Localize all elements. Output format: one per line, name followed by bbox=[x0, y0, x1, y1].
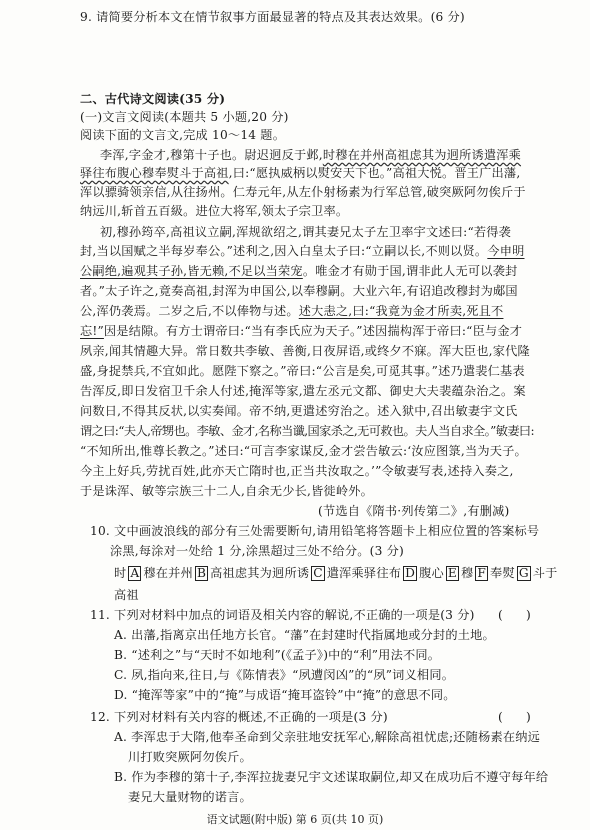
wavy-underlined-text: 驿往布腹心穆奉熨斗于高祖 bbox=[80, 166, 229, 180]
passage-line: 初,穆孙筠卒,高祖议立嗣,浑规欲绍之,谓其妻兄太子左卫率宇文述曰:“若得袭 bbox=[100, 225, 512, 239]
answer-parentheses: ( ) bbox=[498, 608, 531, 622]
question-10-stem: 涂黑,每涂对一处给 1 分,涂黑超过三处不给分。(3 分) bbox=[110, 544, 404, 558]
page-footer: 语文试题(附中版) 第 6 页(共 10 页) bbox=[206, 813, 384, 826]
reading-instruction: 阅读下面的文言文,完成 10～14 题。 bbox=[80, 128, 286, 142]
passage-line: 浑以骠骑领亲信,从往扬州。仁寿元年,从左仆射杨素为行军总管,破突厥阿勿俟斤于 bbox=[80, 185, 526, 199]
break-mark-box[interactable]: G bbox=[518, 566, 529, 580]
passage-line: 盛,身捉禁兵,不宜如此。愿陛下察之。”帝曰:“公言是矣,可觅其事。”述乃遣裴仁基表 bbox=[80, 364, 525, 378]
section-heading: 二、古代诗文阅读(35 分) bbox=[80, 92, 226, 106]
question-11-stem: 11. 下列对材料中加点的词语及相关内容的解说,不正确的一项是(3 分) bbox=[90, 608, 475, 622]
break-mark-box[interactable]: C bbox=[313, 566, 323, 580]
passage-line: 驿往布腹心穆奉熨斗于高祖,曰:“愿执威柄以熨安天下也。”高祖大悦。晋王广出藩, bbox=[80, 166, 521, 180]
question-9: 9. 请简要分析本文在情节叙事方面最显著的特点及其表达效果。(6 分) bbox=[80, 10, 465, 24]
passage-line: 谓之曰:“夫人,帝甥也。李敏、金才,名称当谶,国家杀之,无可救也。夫人当自求全。”敏妻曰: bbox=[80, 424, 535, 438]
passage-line: 纳远川,斩首五百級。进位大将军,领太子宗卫率。 bbox=[80, 204, 349, 218]
sentence-tail: 高祖 bbox=[114, 588, 139, 602]
option-d: D. “掩浑等家”中的“掩”与成语“掩耳盗铃”中“掩”的意思不同。 bbox=[114, 688, 456, 702]
break-mark-box[interactable]: D bbox=[405, 566, 416, 580]
sentence-break-options: 时 A 穆在并州 B 高祖虑其为迥所诱 C 遣浑乘驿往布 D 腹心 E 穆 F 奉熨 G 斗于 bbox=[114, 566, 558, 580]
break-mark-box[interactable]: E bbox=[447, 566, 457, 580]
option-a-continued: 川打败突厥阿勿俟斤。 bbox=[128, 750, 252, 764]
passage-line: 李浑,字金才,穆第十子也。尉迟迥反于邺,时穆在并州高祖虑其为迥所诱遣浑乘 bbox=[100, 148, 522, 162]
option-b: B. “述利之”与“天时不如地利”(《孟子》)中的“利”用法不同。 bbox=[114, 648, 441, 662]
passage-line: 问数日,不得其反状,以实奏闻。帝不纳,更遣述穷治之。述入狱中,召出敏妻宇文氏 bbox=[80, 404, 518, 418]
break-mark-box[interactable]: A bbox=[130, 566, 140, 580]
passage-line: 者。”太子许之,竟奏高祖,封浑为申国公,以奉穆嗣。大业六年,有诏追改穆封为郕国 bbox=[80, 284, 518, 298]
passage-line: 公,浑仍袭焉。二岁之后,不以俸物与述。述大恚之,曰:“我竟为金才所卖,死且不 bbox=[80, 304, 504, 318]
question-10-stem: 10. 文中画波浪线的部分有三处需要断句,请用铅笔将答题卡上相应位置的答案标号 bbox=[90, 524, 540, 538]
question-12-stem: 12. 下列对材料有关内容的概述,不正确的一项是(3 分) bbox=[90, 710, 388, 724]
break-mark-box[interactable]: F bbox=[477, 566, 487, 580]
underlined-text: 公嗣绝,遍观其子孙,皆无赖,不足以当荣宠 bbox=[80, 264, 303, 278]
subsection-heading: (一)文言文阅读(本题共 5 小题,20 分) bbox=[80, 110, 289, 124]
option-c: C. 夙,指向来,往日,与《陈情表》“夙遭闵凶”的“夙”词义相同。 bbox=[114, 668, 455, 682]
wavy-underlined-text: 时穆在并州高祖虑其为迥所诱遣浑乘 bbox=[322, 148, 522, 162]
option-b-continued: 妻兄大量财物的诺言。 bbox=[128, 790, 252, 804]
option-a: A. 李浑忠于大隋,他奉圣命到父亲驻地安抚军心,解除高祖忧虑;还随杨素在纳远 bbox=[114, 730, 541, 744]
option-a: A. 出藩,指离京出任地方长官。“藩”在封建时代指属地或分封的土地。 bbox=[114, 628, 495, 642]
underlined-text: 今申明 bbox=[487, 244, 525, 258]
break-mark-box[interactable]: B bbox=[196, 566, 207, 580]
underlined-text: 忘!” bbox=[80, 324, 104, 338]
passage-line: 公嗣绝,遍观其子孙,皆无赖,不足以当荣宠。唯金才有勋于国,谓非此人无可以袭封 bbox=[80, 264, 518, 278]
passage-line: 忘!”因是结隙。有方士谓帝曰:“当有李氏应为天子。”述因揣构浑于帝曰:“臣与金才 bbox=[80, 324, 523, 338]
passage-line: 今主上好兵,劳扰百姓,此亦天亡隋时也,正当共汝取之。’”令敏妻写表,述持入奏之, bbox=[80, 464, 514, 478]
option-b: B. 作为李穆的第十子,李浑拉拢妻兄宇文述谋取嗣位,却又在成功后不遵守每年给 bbox=[114, 770, 549, 784]
source-citation: (节选自《隋书·列传第二》,有删减) bbox=[318, 504, 510, 518]
passage-line: 告浑反,即日发宿卫千余人付述,掩浑等家,遣左丞元文都、御史大夫裴蕴杂治之。案 bbox=[80, 384, 526, 398]
underlined-text: 述大恚之,曰:“我竟为金才所卖,死且不 bbox=[298, 304, 504, 318]
passage-line: “不知所出,惟尊长教之。”述曰:“可言李家谋反,金才尝告敏云:‘汝应图箓,当为天子。 bbox=[80, 444, 527, 458]
passage-line: 封,当以国赋之半每岁奉公。”述利之,因入白皇太子曰:“立嗣以长,不则以贤。今申明 bbox=[80, 244, 525, 258]
answer-parentheses: ( ) bbox=[498, 710, 531, 724]
passage-line: 夙亲,闻其情趣大异。常日数共李敏、善衡,日夜屏语,或终夕不寐。浑大臣也,家代隆 bbox=[80, 344, 530, 358]
passage-line: 于是诛浑、敏等宗族三十二人,自余无少长,皆徙岭外。 bbox=[80, 484, 374, 498]
